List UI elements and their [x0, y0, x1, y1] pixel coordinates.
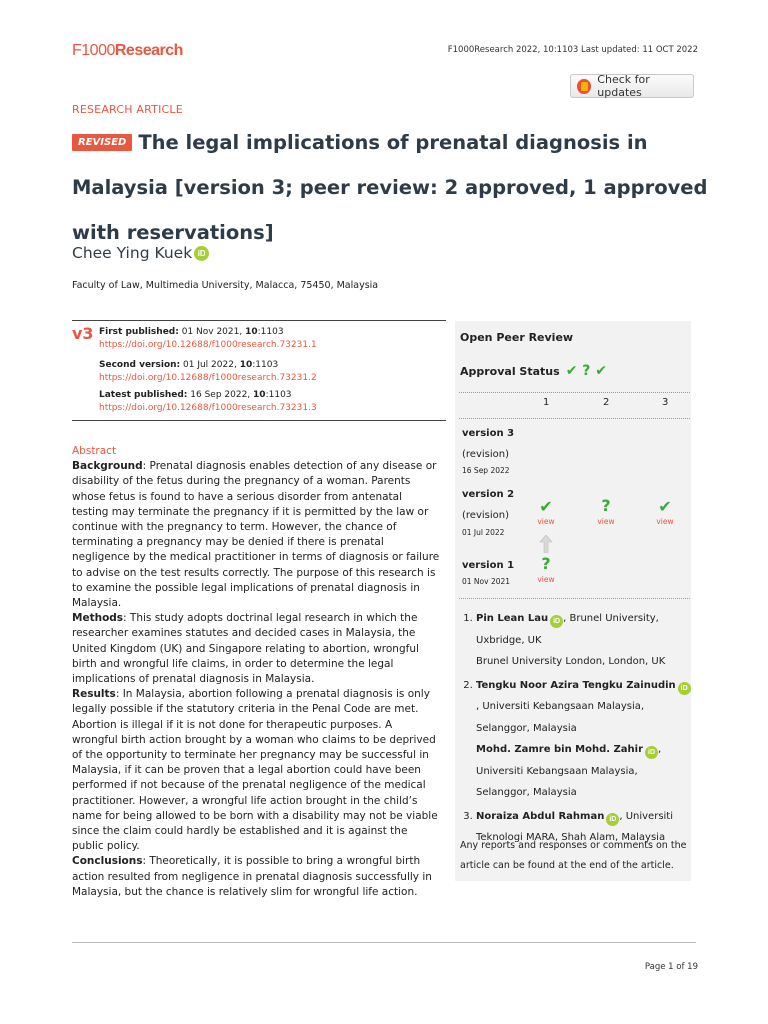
author-affiliation: Faculty of Law, Multimedia University, Malacca, 75450, Malaysia: [72, 280, 379, 291]
question-icon: ?: [541, 554, 551, 573]
version-2-date: 01 Jul 2022: [462, 528, 505, 537]
article-type: RESEARCH ARTICLE: [72, 103, 183, 116]
version-3-date: 16 Sep 2022: [462, 466, 510, 475]
view-report-v2-r2[interactable]: view: [597, 517, 615, 526]
reviewer-column-2: 2: [603, 397, 610, 408]
version-3-note: (revision): [462, 449, 509, 460]
divider: [72, 320, 446, 321]
version-label: v3: [72, 324, 94, 343]
abstract-heading: Abstract: [72, 445, 117, 457]
question-icon: ?: [601, 496, 611, 515]
version-2-label[interactable]: version 2: [462, 489, 515, 500]
citation-info: F1000Research 2022, 10:1103 Last updated: 11 OCT 2022: [447, 45, 698, 55]
orcid-icon[interactable]: iD: [678, 682, 691, 695]
version-2-note: (revision): [462, 510, 509, 521]
article-title: REVISED The legal implications of prenatal diagnosis in Malaysia [version 3; peer review: 2 approved, 1 approved with reservations]: [72, 131, 708, 244]
version-1-date: 01 Nov 2021: [462, 577, 511, 586]
orcid-icon[interactable]: iD: [606, 813, 619, 826]
peer-review-heading: Open Peer Review: [460, 331, 574, 344]
abstract: [72, 444, 440, 900]
f1000research-logo[interactable]: F1000Research: [72, 42, 183, 59]
peer-review-footnote: Any reports and responses or comments on the article can be found at the end of the article.: [460, 840, 687, 871]
doi-link-v1[interactable]: https://doi.org/10.12688/f1000research.73231.1: [99, 340, 317, 350]
abstract-background: Background: Prenatal diagnosis enables detection of any disease or disability of the fetus during the pregnancy of a woman. Parents whose fetus is found to have a serious disorder from antenatal testing may terminate the pregnancy if it is permitted by the law or continue with the pregnancy to term. However, the chance of terminating a pregnancy may be denied if there is prenatal negligence by the medical practitioner in terms of diagnosis or failure to advise on the test results correctly. The purpose of this research is to examine the possible legal implications of prenatal diagnosis in Malaysia.: [72, 460, 440, 610]
version-1-label[interactable]: version 1: [462, 560, 515, 571]
orcid-icon[interactable]: iD: [550, 615, 563, 628]
reviewer-list: [462, 608, 692, 851]
crossmark-icon: [577, 79, 591, 94]
page-number: Page 1 of 19: [644, 962, 698, 972]
approval-status-icons: ✔ ? ✔: [565, 363, 608, 379]
dotted-divider: [459, 392, 690, 393]
revised-badge: REVISED: [72, 134, 132, 151]
reviewer-2: 2. Tengku Noor Azira Tengku Zainudin iD, Universiti Kebangsaan Malaysia, Selanggor, Malaysia Mohd. Zamre bin Mohd. Zahir iD , Universiti Kebangsaan Malaysia, Selanggor, Malaysia: [476, 675, 692, 804]
divider: [72, 420, 446, 421]
author-name[interactable]: Chee Ying Kuek iD: [72, 244, 209, 262]
publication-first: First published: 01 Nov 2021, 10:1103 https://doi.org/10.12688/f1000research.73231.1: [99, 327, 317, 350]
view-report-v1-r1[interactable]: view: [537, 575, 555, 584]
doi-link-v3[interactable]: https://doi.org/10.12688/f1000research.73231.3: [99, 403, 317, 413]
doi-link-v2[interactable]: https://doi.org/10.12688/f1000research.73231.2: [99, 373, 317, 383]
publication-latest: Latest published: 16 Sep 2022, 10:1103 https://doi.org/10.12688/f1000research.73231.3: [99, 390, 317, 413]
abstract-conclusions: Conclusions: Theoretically, it is possible to bring a wrongful birth action resulted from negligence in prenatal diagnosis successfully in Malaysia, but the chance is relatively slim for wrongful life action.: [72, 855, 432, 898]
reviewer-column-3: 3: [662, 397, 669, 408]
dotted-divider: [459, 418, 690, 419]
check-for-updates-button[interactable]: Check for updates: [570, 74, 694, 98]
publication-second: Second version: 01 Jul 2022, 10:1103 https://doi.org/10.12688/f1000research.73231.2: [99, 360, 317, 383]
reviewer-column-1: 1: [543, 397, 550, 408]
check-icon: ✔: [658, 497, 672, 516]
reviewer-1: 1. Pin Lean Lau iD , Brunel University, Uxbridge, UK Brunel University London, London, UK: [476, 608, 692, 673]
check-icon: ✔: [539, 497, 553, 516]
reviewer-3: 3. Noraiza Abdul Rahman iD , Universiti Teknologi MARA, Shah Alam, Malaysia: [476, 806, 692, 849]
arrow-up-icon: [539, 535, 553, 553]
abstract-methods: Methods: This study adopts doctrinal legal research in which the researcher examines statutes and decided cases in Malaysia, the United Kingdom (UK) and Singapore relating to abortion, wrongful birth and wrongful life claims, in order to determine the legal implications of prenatal diagnosis in Malaysia.: [72, 612, 419, 686]
dotted-divider: [459, 598, 690, 599]
orcid-icon[interactable]: iD: [645, 746, 658, 759]
footer-divider: [72, 942, 696, 943]
view-report-v2-r1[interactable]: view: [537, 517, 555, 526]
approval-status: Approval Status ✔ ? ✔: [460, 363, 608, 379]
view-report-v2-r3[interactable]: view: [656, 517, 674, 526]
abstract-results: Results: In Malaysia, abortion following a prenatal diagnosis is only legally possible if the statutory criteria in the Penal Code are met. Abortion is illegal if it is not done for therapeutic purposes. A wrongful birth action brought by a woman who claims to be deprived of the opportunity to terminate her pregnancy may be successful in Malaysia, if it can be proven that a legal abortion could have been performed if not because of the prenatal negligence of the medical practitioner. However, a wrongful life action brought in the child’s name for being allowed to be born with a disability may not be viable since the claim could hardly be established and it is against the public policy.: [72, 688, 438, 853]
orcid-icon[interactable]: iD: [194, 246, 209, 261]
version-3-label[interactable]: version 3: [462, 428, 515, 439]
